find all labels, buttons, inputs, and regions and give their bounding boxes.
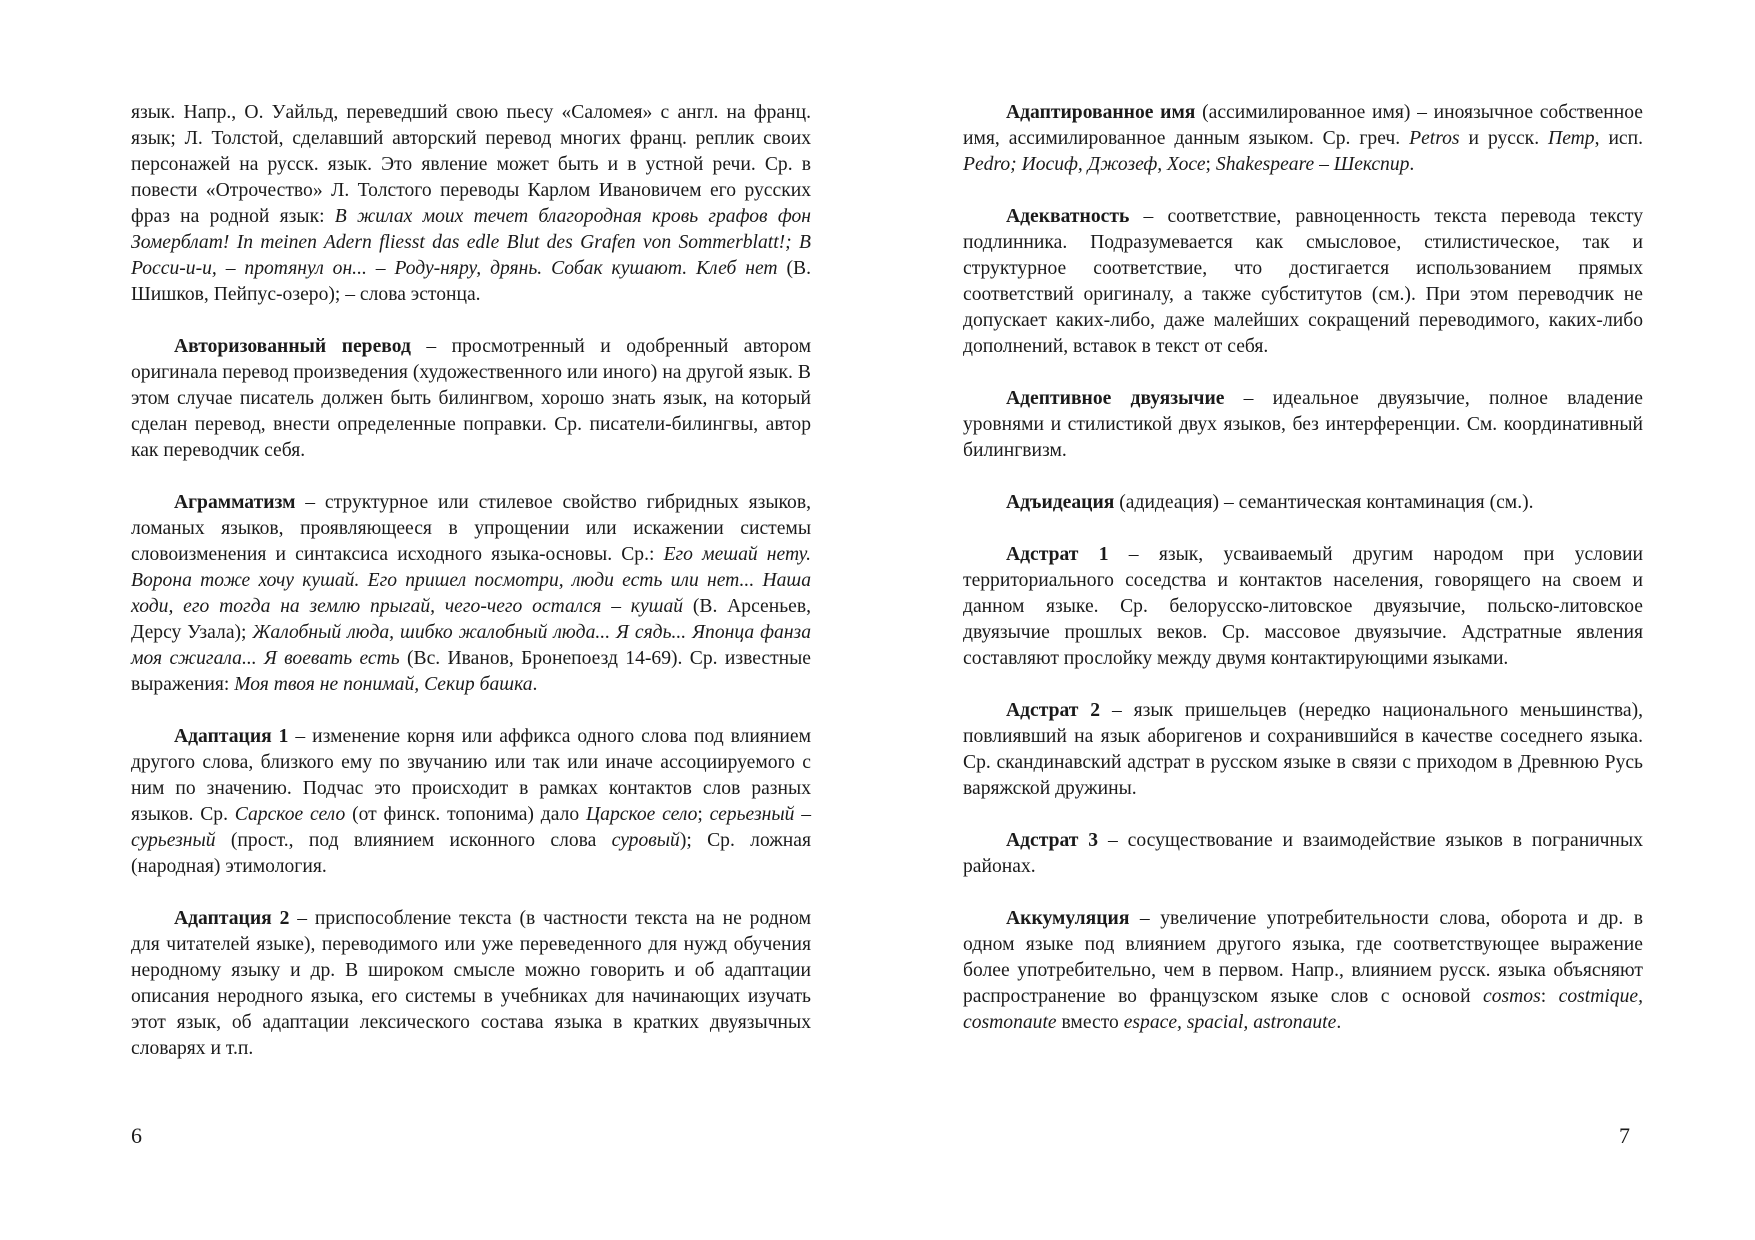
entry-text: (прост., под влиянием исконного слова — [215, 830, 612, 851]
entry-text: вместо — [1056, 1012, 1124, 1033]
dictionary-entry — [963, 828, 1643, 880]
left-page — [131, 100, 811, 1088]
page-number-left: 6 — [131, 1123, 142, 1148]
page-number-right: 7 — [1619, 1123, 1630, 1148]
entry-term: Адстрат 1 — [1006, 544, 1109, 565]
entry-term: Адаптация 1 — [174, 726, 289, 747]
entry-term: Адстрат 3 — [1006, 830, 1099, 851]
dictionary-entry — [963, 542, 1643, 672]
italic-example: Царское село — [586, 804, 698, 825]
entry-text: – просмотренный и одобренный автором оригинала перевод произведения (художественного или иного) на другой язык. В этом случае писатель должен быть билингвом, хорошо знать язык, на который сделан перевод, внести определенные поправки. Ср. писатели-билингвы, автор как переводчик себя. — [131, 336, 811, 461]
italic-example: espace, spacial, astronaute — [1123, 1012, 1337, 1033]
dictionary-entry — [131, 100, 811, 308]
entry-text: язык. Напр., О. Уайльд, переведший свою пьесу «Саломея» с англ. на франц. язык; Л. Толстой, сделавший авторский перевод многих франц. реплик своих персонажей на русск. язык. Это явление может быть и в устной речи. Ср. в повести «Отрочество» Л. Толстого переводы Карлом Ивановичем его русских фраз на родной язык: — [131, 102, 811, 227]
dictionary-entry — [131, 724, 811, 880]
entry-text: (В. Шишков, Пейпус-озеро); – слова эстонца. — [131, 258, 812, 305]
entry-term: Адептивное двуязычие — [1006, 388, 1225, 409]
entry-text: – структурное или стилевое свойство гибридных языков, ломаных языков, проявляющееся в упрощении или искажении системы словоизменения и синтаксиса исходного языка-основы. Ср.: — [131, 492, 811, 565]
entry-text: (от финск. топонима) дало — [345, 804, 586, 825]
italic-example: costmique, cosmonaute — [963, 986, 1644, 1033]
entry-text: . — [1409, 154, 1415, 175]
entry-term: Адекватность — [1006, 206, 1130, 227]
entry-text: ; — [697, 804, 710, 825]
italic-example: Жалобный люда, шибко жалобный люда... Я сядь... Японца фанза моя сжигала... Я воевать есть — [131, 622, 811, 669]
italic-example: Pedro; Иосиф, Джозеф, Хосе — [963, 154, 1206, 175]
entry-text: и русск. — [1459, 128, 1549, 149]
dictionary-entry — [131, 334, 811, 464]
entry-text: – увеличение употребительности слова, оборота и др. в одном языке под влиянием другого языка, где соответствующее выражение более употребительно, чем в первом. Напр., влиянием русск. языка объясняют распространение во французском языке слов с основой — [963, 908, 1643, 1007]
dictionary-entry — [963, 906, 1643, 1036]
dictionary-entry — [963, 490, 1643, 516]
entry-term: Авторизованный перевод — [174, 336, 411, 357]
right-page — [963, 100, 1643, 1062]
italic-example: Петр — [1548, 128, 1595, 149]
entry-text: , исп. — [1594, 128, 1644, 149]
entry-text: – язык, усваиваемый другим народом при условии территориального соседства и контактов населения, говорящего на своем и данном языке. Ср. белорусско-литовское двуязычие, польско-литовское двуязычие прошлых веков. Ср. массовое двуязычие. Адстратные явления составляют прослойку между двумя контактирующими языками. — [963, 544, 1643, 669]
italic-example: серьезный – сурьезный — [131, 804, 812, 851]
italic-example: Shakespeare – Шекспир — [1215, 154, 1410, 175]
entry-text: (адидеация) – семантическая контаминация (см.). — [1114, 492, 1534, 513]
dictionary-entry — [963, 386, 1643, 464]
entry-text: (ассимилированное имя) – иноязычное собственное имя, ассимилированное данным языком. Ср. греч. — [963, 102, 1643, 149]
entry-text: ; — [1205, 154, 1216, 175]
dictionary-entry — [963, 204, 1643, 360]
italic-example: суровый — [611, 830, 680, 851]
entry-term: Адстрат 2 — [1006, 700, 1101, 721]
entry-term: Адаптированное имя — [1006, 102, 1196, 123]
italic-example: Моя твоя не понимай, Секир башка — [234, 674, 533, 695]
italic-example: cosmos — [1483, 986, 1541, 1007]
entry-text: – сосуществование и взаимодействие языков в пограничных районах. — [963, 830, 1643, 877]
entry-text: . — [532, 674, 538, 695]
entry-text: – язык пришельцев (нередко национального меньшинства), повлиявший на язык аборигенов и сохранившийся в качестве соседнего языка. Ср. скандинавский адстрат в русском языке в связи с приходом в Древнюю Русь варяжской дружины. — [963, 700, 1643, 799]
italic-example: Petros — [1409, 128, 1460, 149]
italic-example: Его мешай нету. Ворона тоже хочу кушай. Его пришел посмотри, люди есть или нет... Наша ходи, его тогда на землю прыгай, чего-чего остался – кушай — [131, 544, 811, 617]
entry-text: – приспособление текста (в частности текста на не родном для читателей языке), переводимого или уже переведенного для нужд обучения неродному языку и др. В широком смысле можно говорить и об адаптации описания неродного языка, его системы в учебниках для начинающих изучать этот язык, об адаптации лексического состава языка в кратких двуязычных словарях и т.п. — [131, 908, 811, 1059]
entry-text: – идеальное двуязычие, полное владение уровнями и стилистикой двух языков, без интерференции. См. координативный билингвизм. — [963, 388, 1643, 461]
dictionary-entry — [963, 100, 1643, 178]
entry-text: – соответствие, равноценность текста перевода тексту подлинника. Подразумевается как смысловое, стилистическое, так и структурное соответствие, что достигается использованием прямых соответствий оригиналу, а также субститутов (см.). При этом переводчик не допускает каких-либо, даже малейших сокращений переводимого, каких-либо дополнений, вставок в текст от себя. — [963, 206, 1643, 357]
italic-example: В жилах моих течет благородная кровь графов фон Зомерблат! In meinen Adern fliesst das edle Blut des Grafen von Sommerblatt!; В Росси-и-и, – протянул он... – Роду-няру, дрянь. Собак кушают. Клеб нет — [131, 206, 811, 279]
entry-term: Адъидеация — [1006, 492, 1115, 513]
entry-text: – изменение корня или аффикса одного слова под влиянием другого слова, близкого ему по звучанию или так или иначе ассоциируемого с ним по значению. Подчас это происходит в рамках контактов слов разных языков. Ср. — [131, 726, 811, 825]
entry-term: Адаптация 2 — [174, 908, 290, 929]
dictionary-entry — [131, 490, 811, 698]
entry-text: (Вс. Иванов, Бронепоезд 14-69). Ср. известные выражения: — [131, 648, 811, 695]
entry-text: (В. Арсеньев, Дерсу Узала); — [131, 596, 811, 643]
italic-example: Сарское село — [234, 804, 346, 825]
dictionary-entry — [963, 698, 1643, 802]
entry-term: Аккумуляция — [1006, 908, 1130, 929]
entry-text: : — [1540, 986, 1559, 1007]
entry-text: . — [1336, 1012, 1342, 1033]
entry-text: ); Ср. ложная (народная) этимология. — [131, 830, 811, 877]
entry-term: Аграмматизм — [174, 492, 296, 513]
dictionary-entry — [131, 906, 811, 1062]
